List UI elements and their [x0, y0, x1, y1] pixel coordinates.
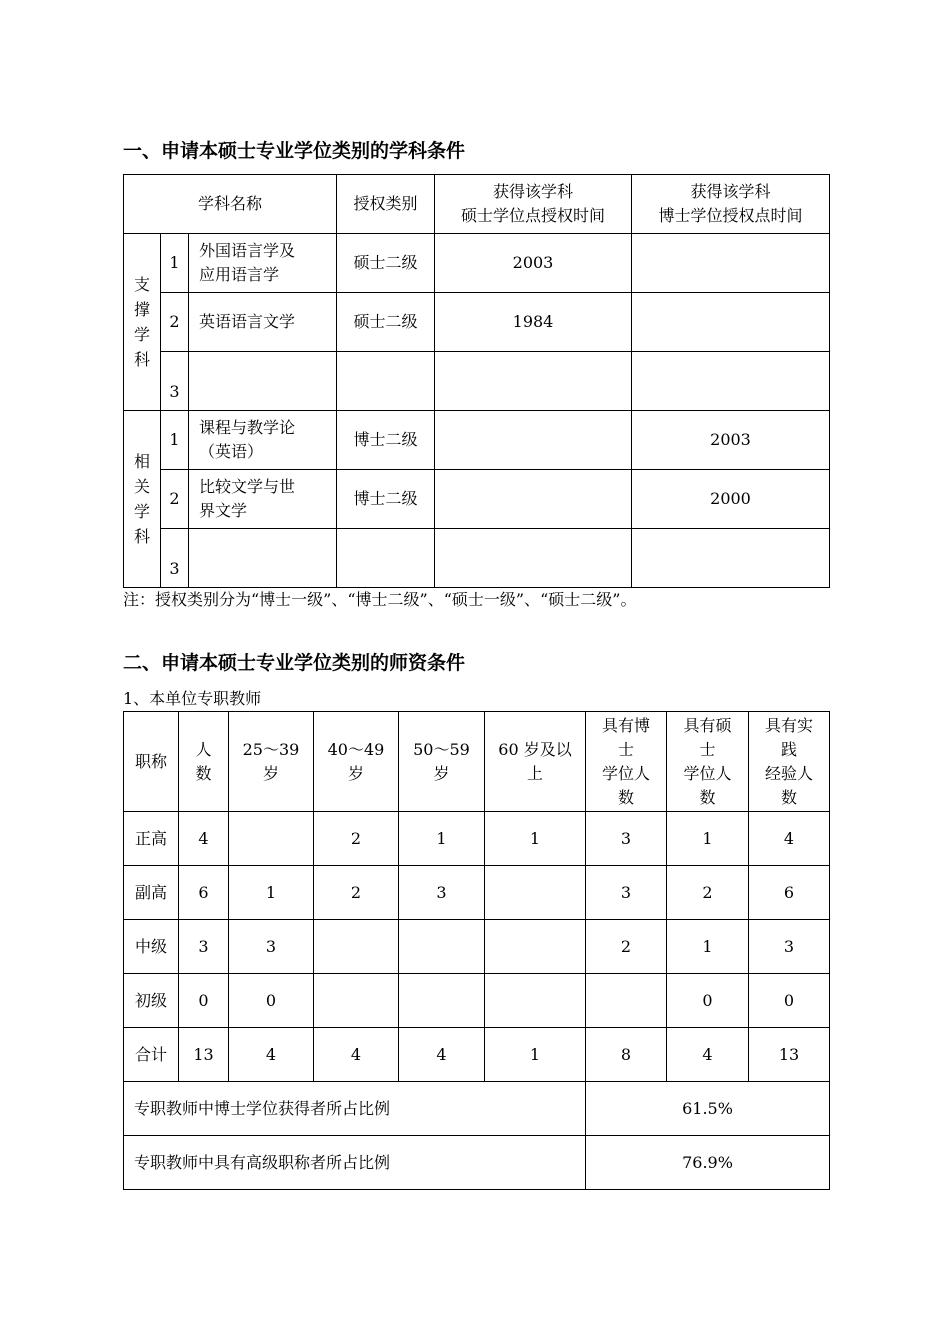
cell-master-degree: 1: [667, 812, 749, 866]
master-time: [435, 529, 632, 588]
faculty-total-row: [124, 1028, 830, 1082]
label-char: 相: [133, 452, 150, 471]
header-line: 学位人: [683, 763, 732, 783]
cell-age-25-39: 0: [229, 974, 314, 1028]
label-char: 学: [133, 325, 150, 344]
cell-age-40-49: 4: [314, 1028, 399, 1082]
master-time: 2003: [435, 234, 632, 293]
doctor-time: [632, 529, 830, 588]
cell-title: 副高: [124, 866, 179, 920]
header-master-time-line1: 获得该学科: [492, 182, 573, 201]
faculty-table: [123, 711, 830, 1190]
cell-age-40-49: 2: [314, 812, 399, 866]
cell-count: 3: [179, 920, 229, 974]
cell-age-50-59: 3: [399, 866, 485, 920]
ratio-doctor-row: [124, 1082, 830, 1136]
cell-master-degree: 0: [667, 974, 749, 1028]
section2-title: 二、申请本硕士专业学位类别的师资条件: [123, 652, 466, 674]
discipline-name-line2: （英语）: [199, 442, 264, 461]
header-line: 50～59: [413, 739, 470, 759]
header-doctor-time: [632, 175, 830, 234]
label-char: 关: [133, 477, 150, 496]
cell-age-60-plus: [485, 920, 586, 974]
cell-doctor-degree: 8: [586, 1028, 667, 1082]
header-line: 数: [780, 787, 797, 807]
cell-title: 合计: [124, 1028, 179, 1082]
header-master-time: [435, 175, 632, 234]
header-master-time-line2: 硕士学位点授权时间: [460, 206, 605, 225]
row-number: 1: [161, 411, 189, 470]
cell-age-50-59: [399, 920, 485, 974]
cell-age-25-39: [229, 812, 314, 866]
doctor-time: [632, 352, 830, 411]
row-number: 2: [161, 470, 189, 529]
row-number: 3: [161, 352, 189, 411]
cell-age-25-39: 4: [229, 1028, 314, 1082]
discipline-name: [189, 411, 337, 470]
ratio-senior-value: 76.9%: [586, 1136, 830, 1190]
discipline-name: [189, 234, 337, 293]
faculty-row: [124, 866, 830, 920]
table-row: [124, 234, 830, 293]
header-line: 数: [195, 763, 212, 783]
ratio-senior-label: 专职教师中具有高级职称者所占比例: [124, 1136, 586, 1190]
header-line: 岁: [433, 763, 450, 783]
table-header-row: [124, 175, 830, 234]
header-line: 60 岁及以: [498, 739, 572, 759]
discipline-name-line1: 比较文学与世: [199, 477, 296, 496]
table-row: [124, 352, 830, 411]
header-discipline-name: 学科名称: [124, 175, 337, 234]
header-line: 学位人: [601, 763, 650, 783]
section2-subtitle: 1、本单位专职教师: [123, 689, 262, 708]
cell-count: 6: [179, 866, 229, 920]
header-count: [179, 712, 229, 812]
header-title: 职称: [124, 712, 179, 812]
auth-type: 硕士二级: [337, 293, 435, 352]
cell-title: 初级: [124, 974, 179, 1028]
label-char: 支: [133, 275, 150, 294]
cell-title: 中级: [124, 920, 179, 974]
header-line: 践: [780, 739, 797, 759]
auth-type-note: 注：授权类别分为“博士一级”、“博士二级”、“硕士一级”、“硕士二级”。: [123, 590, 637, 609]
header-line: 25～39: [242, 739, 300, 759]
table-row: [124, 529, 830, 588]
section1-title: 一、申请本硕士专业学位类别的学科条件: [123, 140, 466, 162]
cell-age-60-plus: 1: [485, 1028, 586, 1082]
cell-doctor-degree: 3: [586, 866, 667, 920]
discipline-name: [189, 529, 337, 588]
cell-age-50-59: 1: [399, 812, 485, 866]
cell-age-25-39: 1: [229, 866, 314, 920]
header-line: 具有硕: [683, 715, 732, 735]
cell-doctor-degree: 2: [586, 920, 667, 974]
label-char: 科: [133, 527, 150, 546]
cell-age-60-plus: [485, 974, 586, 1028]
discipline-name-line2: 应用语言学: [199, 265, 280, 284]
cell-master-degree: 1: [667, 920, 749, 974]
ratio-doctor-label: 专职教师中博士学位获得者所占比例: [124, 1082, 586, 1136]
header-line: 40～49: [327, 739, 385, 759]
table-row: [124, 470, 830, 529]
discipline-name: [189, 470, 337, 529]
cell-age-40-49: [314, 920, 399, 974]
cell-count: 4: [179, 812, 229, 866]
master-time: 1984: [435, 293, 632, 352]
label-char: 科: [133, 350, 150, 369]
discipline-name: [189, 352, 337, 411]
header-line: 经验人: [764, 763, 813, 783]
ratio-doctor-value: 61.5%: [586, 1082, 830, 1136]
auth-type: 博士二级: [337, 411, 435, 470]
header-age-25-39: [229, 712, 314, 812]
header-line: 岁: [262, 763, 279, 783]
cell-count: 13: [179, 1028, 229, 1082]
auth-type: [337, 352, 435, 411]
header-doctor-degree: [586, 712, 667, 812]
cell-age-60-plus: [485, 866, 586, 920]
faculty-row: [124, 812, 830, 866]
master-time: [435, 411, 632, 470]
header-line: 士: [699, 739, 716, 759]
cell-title: 正高: [124, 812, 179, 866]
row-number: 3: [161, 529, 189, 588]
header-line: 人: [195, 739, 212, 759]
cell-practice-experience: 0: [749, 974, 830, 1028]
doctor-time: 2003: [632, 411, 830, 470]
header-age-50-59: [399, 712, 485, 812]
faculty-header-row: [124, 712, 830, 812]
table-row: [124, 411, 830, 470]
header-line: 具有博: [601, 715, 650, 735]
faculty-row: [124, 920, 830, 974]
header-line: 数: [617, 787, 634, 807]
discipline-name-line2: 界文学: [199, 501, 248, 520]
discipline-name-line1: 外国语言学及: [199, 241, 296, 260]
row-number: 2: [161, 293, 189, 352]
auth-type: 硕士二级: [337, 234, 435, 293]
label-char: 学: [133, 502, 150, 521]
auth-type: 博士二级: [337, 470, 435, 529]
row-number: 1: [161, 234, 189, 293]
header-doctor-time-line1: 获得该学科: [690, 182, 771, 201]
faculty-row: [124, 974, 830, 1028]
auth-type: [337, 529, 435, 588]
header-doctor-time-line2: 博士学位授权点时间: [658, 206, 803, 225]
header-practice-experience: [749, 712, 830, 812]
discipline-conditions-table: [123, 174, 830, 588]
cell-practice-experience: 4: [749, 812, 830, 866]
cell-practice-experience: 13: [749, 1028, 830, 1082]
cell-master-degree: 2: [667, 866, 749, 920]
header-line: 士: [617, 739, 634, 759]
cell-age-60-plus: 1: [485, 812, 586, 866]
table-row: [124, 293, 830, 352]
cell-practice-experience: 6: [749, 866, 830, 920]
cell-doctor-degree: 3: [586, 812, 667, 866]
header-line: 具有实: [764, 715, 813, 735]
related-discipline-label: [124, 411, 161, 588]
header-age-40-49: [314, 712, 399, 812]
doctor-time: [632, 293, 830, 352]
cell-master-degree: 4: [667, 1028, 749, 1082]
label-char: 撑: [133, 300, 150, 319]
doctor-time: 2000: [632, 470, 830, 529]
support-discipline-label: [124, 234, 161, 411]
master-time: [435, 352, 632, 411]
header-age-60-plus: [485, 712, 586, 812]
discipline-name: 英语语言文学: [189, 293, 337, 352]
cell-doctor-degree: [586, 974, 667, 1028]
cell-age-50-59: 4: [399, 1028, 485, 1082]
header-line: 数: [699, 787, 716, 807]
master-time: [435, 470, 632, 529]
discipline-name-line1: 课程与教学论: [199, 418, 296, 437]
cell-age-40-49: 2: [314, 866, 399, 920]
header-line: 上: [526, 763, 543, 783]
cell-practice-experience: 3: [749, 920, 830, 974]
doctor-time: [632, 234, 830, 293]
cell-count: 0: [179, 974, 229, 1028]
header-master-degree: [667, 712, 749, 812]
cell-age-50-59: [399, 974, 485, 1028]
ratio-senior-row: [124, 1136, 830, 1190]
cell-age-40-49: [314, 974, 399, 1028]
cell-age-25-39: 3: [229, 920, 314, 974]
header-auth-type: 授权类别: [337, 175, 435, 234]
header-line: 岁: [347, 763, 364, 783]
